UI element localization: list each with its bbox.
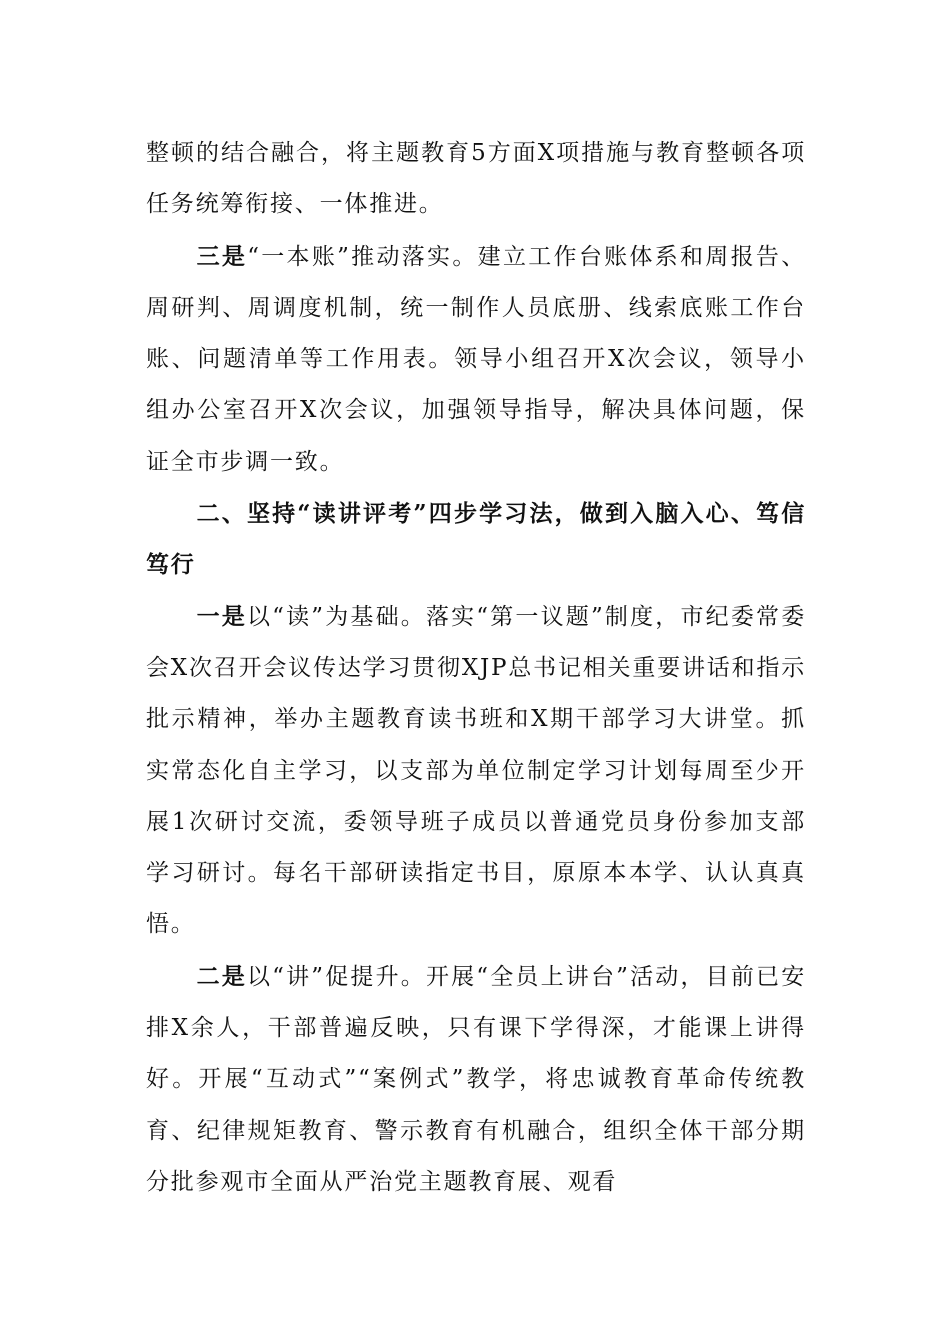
paragraph-text: “一本账”推动落实。建立工作台账体系和周报告、周研判、周调度机制，统一制作人员底册、线索底账工作台账、问题清单等工作用表。领导小组召开X次会议，领导小组办公室召开X次会议，加强领导指导，解决具体问题，保证全市步调一致。 — [146, 243, 806, 475]
document-body — [146, 128, 806, 1208]
paragraph-point-three — [146, 231, 806, 488]
paragraph-lead: 三是 — [196, 242, 248, 270]
paragraph-point-two — [146, 951, 806, 1208]
section-heading-text: 二、坚持“读讲评考”四步学习法，做到入脑入心、笃信笃行 — [146, 500, 806, 579]
paragraph-text: 以“读”为基础。落实“第一议题”制度，市纪委常委会X次召开会议传达学习贯彻XJP总书记相关重要讲话和指示批示精神，举办主题教育读书班和X期干部学习大讲堂。抓实常态化自主学习，以支部为单位制定学习计划每周至少开展1次研讨交流，委领导班子成员以普通党员身份参加支部学习研讨。每名干部研读指定书目，原原本本学、认认真真悟。 — [146, 603, 806, 938]
paragraph-point-one — [146, 591, 806, 951]
paragraph-text: 以“讲”促提升。开展“全员上讲台”活动，目前已安排X余人，干部普遍反映，只有课下学得深，才能课上讲得好。开展“互动式”“案例式”教学，将忠诚教育革命传统教育、纪律规矩教育、警示教育有机融合，组织全体干部分期分批参观市全面从严治党主题教育展、观看 — [146, 963, 806, 1195]
paragraph-text: 整顿的结合融合，将主题教育5方面X项措施与教育整顿各项任务统筹衔接、一体推进。 — [146, 140, 806, 218]
paragraph-lead: 二是 — [196, 962, 247, 990]
paragraph-continuation — [146, 128, 806, 231]
section-heading — [146, 488, 806, 591]
paragraph-lead: 一是 — [196, 602, 247, 630]
